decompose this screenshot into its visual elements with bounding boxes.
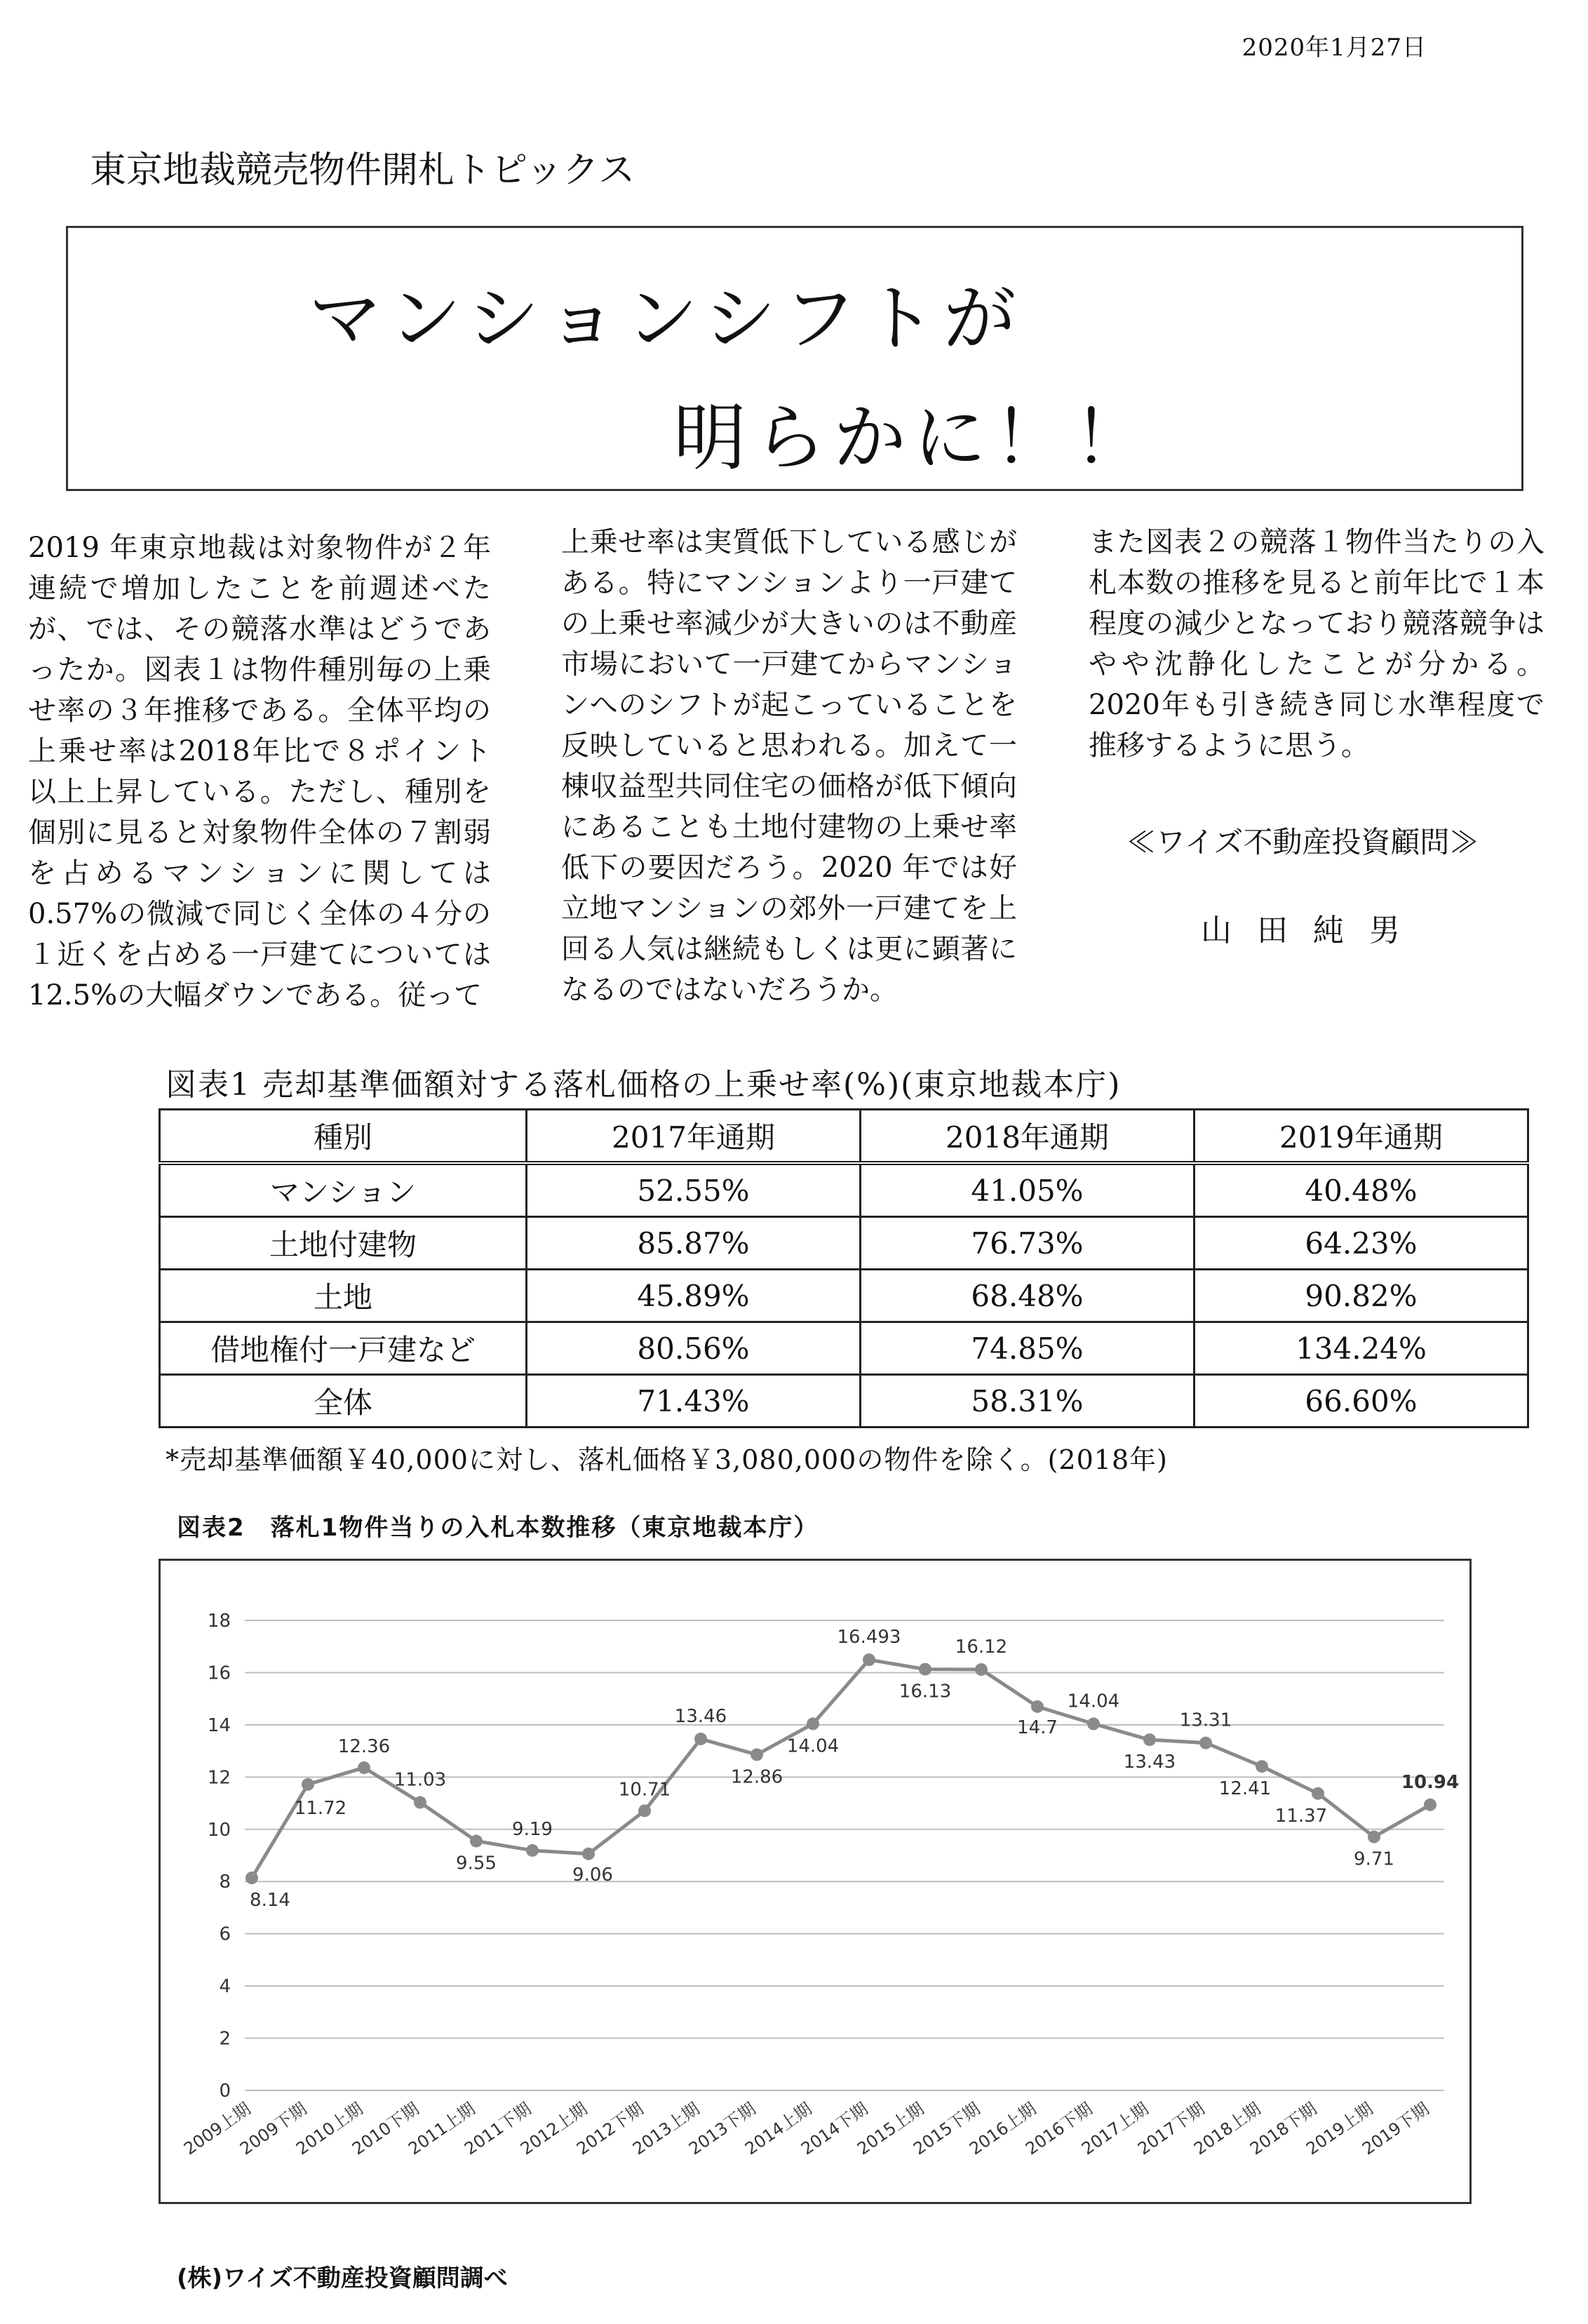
x-tick-label: 2011下期 [461,2098,535,2159]
body-column-1: 2019 年東京地裁は対象物件が２年連続で増加したことを前週述べたが、では、その競落水準はどうであったか。図表１は物件種別毎の上乗せ率の３年推移である。全体平均の上乗せ率は2018年比で８ポイント以上上昇している。ただし、種別を個別に見ると対象物件全体の７割弱を占めるマンションに関しては 0.57%の微減で同じく全体の４分の１近くを占める一戸建てについては 12.5%の大幅ダウンである。従って [28,532,491,1012]
table-cell: 41.05% [861,1163,1195,1217]
data-label: 13.31 [1179,1710,1232,1731]
data-point [1368,1831,1380,1843]
headline-line-1: マンションシフトが [309,276,1023,361]
table-cell: 71.43% [527,1375,861,1428]
data-label: 8.14 [250,1890,290,1912]
data-point [526,1844,539,1857]
x-tick-label: 2017上期 [1078,2098,1152,2159]
table-caption: 図表1 売却基準価額対する落札価格の上乗せ率(%)(東京地裁本庁) [166,1067,1122,1103]
data-label: 11.37 [1274,1805,1328,1827]
data-point [638,1804,651,1817]
x-tick-label: 2012下期 [573,2098,647,2159]
data-point [1256,1760,1268,1773]
table-cell: 借地権付一戸建など [160,1322,527,1375]
data-point [751,1748,763,1761]
company-name: ≪ワイズ不動産投資顧問≫ [1126,825,1479,859]
headline-line-2: 明らかに！！ [673,395,1154,481]
data-point [919,1663,931,1676]
chart-frame [159,1559,1472,2204]
data-point [1312,1787,1324,1800]
data-label: 11.03 [393,1769,447,1791]
data-label: 9.55 [456,1853,497,1874]
data-label: 10.71 [618,1779,671,1801]
table-cell: 40.48% [1195,1163,1528,1217]
header-cell-2019: 2019年通期 [1195,1110,1528,1164]
data-label: 13.46 [674,1705,727,1727]
x-tick-label: 2010上期 [292,2098,367,2159]
table-cell: マンション [160,1163,527,1217]
data-point [694,1733,707,1745]
table-cell: 90.82% [1195,1270,1528,1322]
data-point [245,1872,258,1884]
x-tick-label: 2014下期 [798,2098,872,2159]
table-cell: 52.55% [527,1163,861,1217]
x-tick-label: 2015下期 [910,2098,984,2159]
x-tick-label: 2009下期 [236,2098,311,2159]
data-point [1087,1717,1100,1730]
table-row [160,1270,1528,1322]
data-label: 10.94 [1401,1771,1460,1793]
data-label: 9.06 [572,1864,613,1886]
header-cell-2017: 2017年通期 [527,1110,861,1164]
x-tick-label: 2011上期 [405,2098,479,2159]
data-label: 9.71 [1354,1848,1394,1870]
header-cell-type: 種別 [160,1110,527,1164]
source-credit: (株)ワイズ不動産投資顧問調べ [177,2264,508,2292]
data-label: 13.43 [1123,1752,1176,1773]
data-point [414,1796,426,1808]
table-row [160,1163,1528,1217]
y-tick-label: 14 [207,1714,231,1736]
x-tick-label: 2013上期 [629,2098,704,2159]
table-cell: 58.31% [861,1375,1195,1428]
data-label: 9.19 [512,1818,553,1840]
x-tick-label: 2014上期 [741,2098,816,2159]
y-tick-label: 0 [219,2081,231,2102]
table-row [160,1322,1528,1375]
data-label: 14.04 [1067,1691,1120,1712]
data-point [1031,1700,1044,1713]
data-label: 16.493 [837,1627,901,1648]
x-tick-label: 2017下期 [1134,2098,1209,2159]
x-tick-label: 2015上期 [854,2098,928,2159]
data-label: 14.04 [786,1735,840,1757]
x-tick-label: 2019上期 [1303,2098,1377,2159]
data-label: 14.7 [1017,1717,1058,1738]
y-tick-label: 2 [219,2028,231,2050]
data-label: 12.41 [1218,1778,1272,1800]
table-cell: 134.24% [1195,1322,1528,1375]
y-tick-label: 12 [207,1767,231,1789]
premium-rate-table [159,1108,1529,1428]
table-row [160,1217,1528,1270]
data-point [863,1653,875,1666]
chart-caption: 図表2 落札1物件当りの入札本数推移（東京地裁本庁） [177,1514,819,1542]
x-tick-label: 2009上期 [180,2098,255,2159]
data-point [807,1717,819,1730]
table-footnote: *売却基準価額￥40,000に対し、落札価格￥3,080,000の物件を除く。(2018年) [166,1444,1168,1475]
body-column-2: 上乗せ率は実質低下している感じがある。特にマンションより一戸建ての上乗せ率減少が大きいのは不動産市場において一戸建てからマンションへのシフトが起こっていることを反映していると思われる。加えて一棟収益型共同住宅の価格が低下傾向にあることも土地付建物の上乗せ率低下の要因だろう。2020 年では好立地マンションの郊外一戸建てを上回る人気は継続もしくは更に顕著になるのではないだろうか。 [561,526,1017,1006]
data-point [470,1835,483,1848]
series-title: 東京地裁競売物件開札トピックス [90,149,635,192]
data-point [1199,1737,1212,1749]
author-name: 山田純男 [1201,913,1425,948]
table-header-row [160,1110,1528,1164]
data-label: 16.13 [899,1681,952,1702]
table-cell: 土地 [160,1270,527,1322]
table-cell: 全体 [160,1375,527,1428]
y-tick-label: 6 [219,1923,231,1945]
table-cell: 80.56% [527,1322,861,1375]
issue-date: 2020年1月27日 [1242,34,1427,62]
bid-count-line-chart [161,1561,1469,2202]
table-cell: 土地付建物 [160,1217,527,1270]
table-cell: 76.73% [861,1217,1195,1270]
x-tick-label: 2013下期 [685,2098,760,2159]
x-tick-label: 2010下期 [349,2098,423,2159]
x-tick-label: 2019下期 [1359,2098,1433,2159]
x-tick-label: 2012上期 [517,2098,591,2159]
data-label: 16.12 [955,1636,1008,1658]
data-point [358,1761,370,1774]
table-cell: 74.85% [861,1322,1195,1375]
x-tick-label: 2018下期 [1246,2098,1321,2159]
data-label: 11.72 [294,1797,347,1819]
table-cell: 66.60% [1195,1375,1528,1428]
y-tick-label: 4 [219,1976,231,1998]
data-point [582,1848,595,1860]
data-point [1424,1799,1436,1811]
y-tick-label: 10 [207,1819,231,1841]
data-point [975,1663,988,1676]
data-label: 12.36 [337,1735,391,1757]
y-tick-label: 16 [207,1663,231,1684]
data-point [302,1778,314,1791]
table-cell: 45.89% [527,1270,861,1322]
x-tick-label: 2018上期 [1190,2098,1265,2159]
data-point [1143,1733,1156,1746]
table-cell: 64.23% [1195,1217,1528,1270]
y-tick-label: 18 [207,1611,231,1632]
body-column-3: また図表２の競落１物件当たりの入札本数の推移を見ると前年比で１本程度の減少となっており競落競争はやや沈静化したことが分かる。2020年も引き続き同じ水準程度で推移するように思う。 [1089,526,1545,762]
x-tick-label: 2016上期 [966,2098,1040,2159]
table-cell: 85.87% [527,1217,861,1270]
header-cell-2018: 2018年通期 [861,1110,1195,1164]
x-tick-label: 2016下期 [1022,2098,1096,2159]
table-cell: 68.48% [861,1270,1195,1322]
data-label: 12.86 [730,1766,783,1788]
y-tick-label: 8 [219,1872,231,1893]
table-row [160,1375,1528,1428]
